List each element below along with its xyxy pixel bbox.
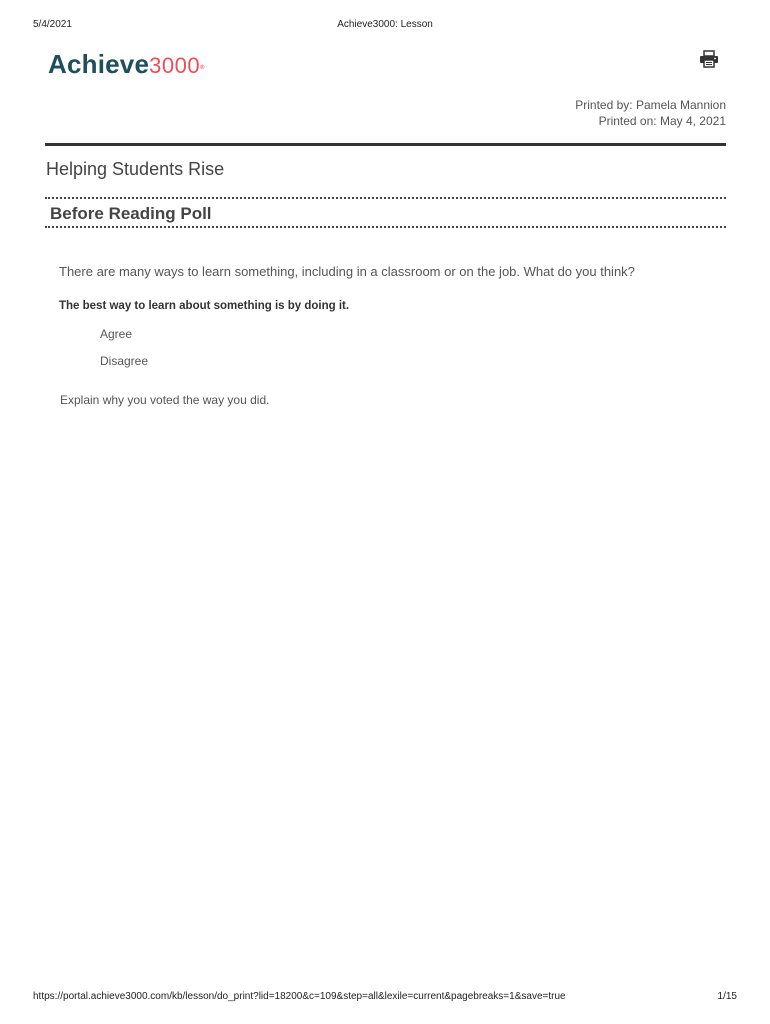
poll-question: The best way to learn about something is by doing it. — [59, 300, 350, 312]
print-page-title: Achieve3000: Lesson — [337, 19, 433, 30]
logo-word: Achieve — [48, 49, 150, 79]
browser-print-footer — [33, 991, 737, 1005]
printer-icon[interactable] — [699, 50, 719, 68]
logo-trademark: ® — [200, 65, 205, 71]
section-heading: Before Reading Poll — [50, 204, 212, 223]
poll-option-disagree[interactable]: Disagree — [100, 354, 149, 368]
page-number: 1/15 — [717, 991, 737, 1002]
poll-intro: There are many ways to learn something, including in a classroom or on the job. What do you think? — [59, 264, 635, 279]
printed-on: Printed on: May 4, 2021 — [598, 114, 726, 128]
lesson-title: Helping Students Rise — [46, 159, 225, 179]
printed-info — [575, 97, 726, 129]
header-divider — [45, 143, 726, 146]
printed-by: Printed by: Pamela Mannion — [575, 98, 726, 112]
logo-number: 3000 — [149, 53, 201, 78]
poll-option-agree[interactable]: Agree — [100, 327, 133, 341]
browser-print-header — [33, 19, 737, 33]
print-date: 5/4/2021 — [33, 19, 72, 30]
section-header — [45, 197, 726, 228]
print-url: https://portal.achieve3000.com/kb/lesson/do_print?lid=18200&c=109&step=all&lexile=current&pagebreaks=1&save=true — [33, 991, 566, 1002]
explain-prompt: Explain why you voted the way you did. — [60, 393, 270, 407]
achieve3000-logo — [48, 50, 205, 80]
